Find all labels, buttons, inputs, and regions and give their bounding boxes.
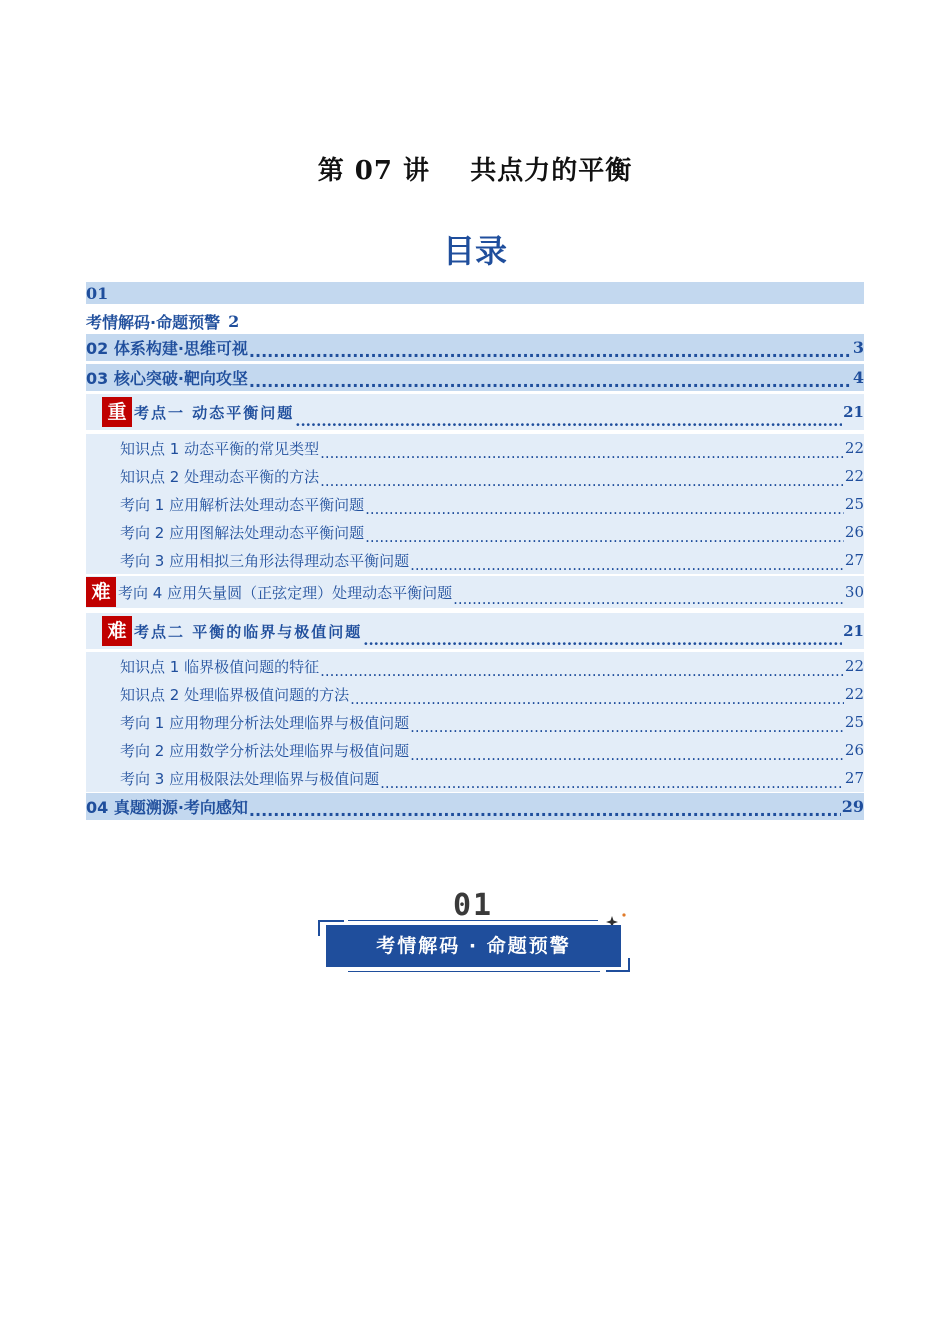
- nan-badge-icon: 难: [102, 616, 132, 646]
- dot-leader: [295, 415, 842, 430]
- toc-item[interactable]: [86, 708, 864, 736]
- banner-line-decoration: [348, 971, 600, 972]
- dot-leader: [320, 665, 844, 680]
- toc-section-04-label: 04 真题溯源·考向感知: [86, 798, 248, 817]
- toc-item-page: 25: [844, 495, 864, 513]
- toc-item-label: 考向 2 应用图解法处理动态平衡问题: [120, 523, 365, 542]
- toc-item-label: 考向 1 应用物理分析法处理临界与极值问题: [120, 713, 410, 732]
- toc-item[interactable]: [86, 434, 864, 462]
- dot-leader: [350, 693, 844, 708]
- banner-corner-decoration: [606, 958, 630, 972]
- toc-section-03-label: 03 核心突破·靶向攻坚: [86, 369, 248, 388]
- toc-item-label: 考向 2 应用数学分析法处理临界与极值问题: [120, 741, 410, 760]
- banner-line-decoration: [348, 920, 598, 921]
- toc-section-03-page: 4: [852, 368, 864, 387]
- toc-item-page: 22: [844, 685, 864, 703]
- toc-item-page: 25: [844, 713, 864, 731]
- toc-item-page: 22: [844, 657, 864, 675]
- dot-leader: [363, 634, 842, 649]
- toc-item-page: 27: [844, 769, 864, 787]
- dot-leader: [320, 475, 844, 490]
- dot-leader: [380, 777, 844, 792]
- toc-item-label: 知识点 2 处理临界极值问题的方法: [120, 685, 350, 704]
- dot-leader: [453, 593, 844, 608]
- toc-item-label: 考向 3 应用相拟三角形法得理动态平衡问题: [120, 551, 410, 570]
- toc-item-page: 26: [844, 523, 864, 541]
- toc-item-page: 22: [844, 467, 864, 485]
- dot-leader: [365, 531, 844, 546]
- toc-item[interactable]: [86, 462, 864, 490]
- toc-item[interactable]: [86, 680, 864, 708]
- toc-kaodian-1-label: 考点一 动态平衡问题: [134, 403, 295, 422]
- toc-section-01-page: 2: [228, 311, 240, 331]
- toc-kaodian-2-page: 21: [843, 622, 864, 640]
- toc-nan-item[interactable]: [86, 575, 864, 609]
- dot-leader: [320, 447, 844, 462]
- banner-title: 考情解码 · 命题预警: [326, 925, 621, 967]
- dot-leader: [410, 749, 844, 764]
- toc-section-01[interactable]: [86, 309, 864, 333]
- toc-section-02[interactable]: [86, 334, 864, 361]
- toc-section-01-number-row[interactable]: [86, 282, 864, 304]
- toc-item[interactable]: [86, 652, 864, 680]
- dot-leader: [249, 375, 852, 391]
- toc-nan-item-page: 30: [844, 583, 864, 601]
- toc-item-page: 27: [844, 551, 864, 569]
- toc-item-label: 知识点 1 动态平衡的常见类型: [120, 439, 320, 458]
- toc-kaodian-2-label: 考点二 平衡的临界与极值问题: [134, 622, 363, 641]
- banner-number: 01: [452, 888, 494, 923]
- toc-item-label: 考向 1 应用解析法处理动态平衡问题: [120, 495, 365, 514]
- dot-leader: [249, 804, 841, 820]
- toc-section-02-label: 02 体系构建·思维可视: [86, 339, 248, 358]
- zhong-badge-icon: 重: [102, 397, 132, 427]
- toc-kaodian-1-page: 21: [843, 403, 864, 421]
- dot-leader: [410, 559, 844, 574]
- toc-item[interactable]: [86, 764, 864, 792]
- toc-item[interactable]: [86, 490, 864, 518]
- toc-section-01-number: 01: [86, 283, 109, 303]
- toc-section-01-label: 考情解码·命题预警: [86, 312, 221, 332]
- toc-kaodian-1[interactable]: [86, 394, 864, 430]
- page-title: 第 07 讲 共点力的平衡: [317, 156, 633, 186]
- toc-section-03[interactable]: [86, 364, 864, 391]
- toc-item[interactable]: [86, 546, 864, 574]
- toc-item-label: 知识点 2 处理动态平衡的方法: [120, 467, 320, 486]
- dot-leader: [249, 345, 852, 361]
- toc-item-label: 知识点 1 临界极值问题的特征: [120, 657, 320, 676]
- toc-item-page: 22: [844, 439, 864, 457]
- nan-badge-icon: 难: [86, 577, 116, 607]
- toc-section-02-page: 3: [852, 338, 864, 357]
- toc-nan-item-label: 考向 4 应用矢量圆（正弦定理）处理动态平衡问题: [118, 583, 453, 602]
- toc-heading: 目录: [442, 232, 507, 270]
- toc-section-04[interactable]: [86, 793, 864, 820]
- toc-item[interactable]: [86, 518, 864, 546]
- toc-kaodian-2[interactable]: [86, 613, 864, 649]
- toc-section-04-page: 29: [841, 797, 864, 816]
- toc-item-page: 26: [844, 741, 864, 759]
- toc-item-label: 考向 3 应用极限法处理临界与极值问题: [120, 769, 380, 788]
- dot-leader: [365, 503, 844, 518]
- dot-leader: [410, 721, 844, 736]
- section-banner: [318, 888, 634, 978]
- toc-item[interactable]: [86, 736, 864, 764]
